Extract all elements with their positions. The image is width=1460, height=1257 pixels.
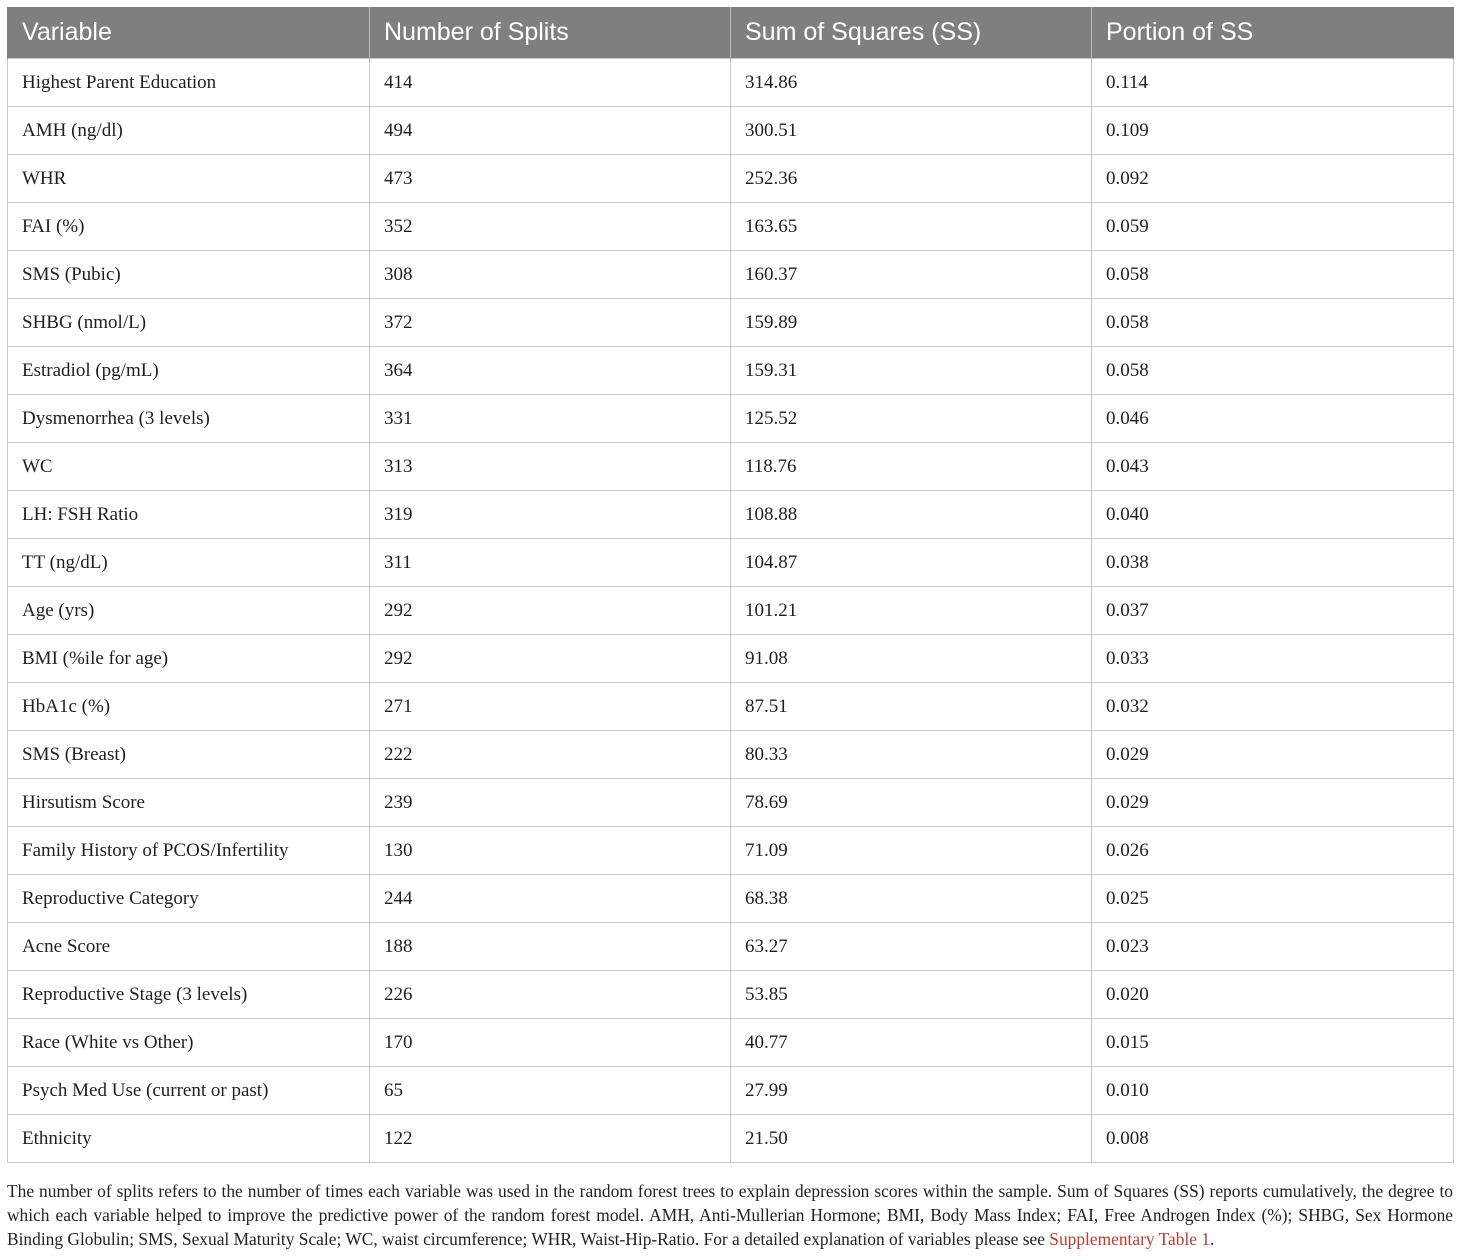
table-row	[8, 587, 1454, 635]
table-row	[8, 1067, 1454, 1115]
table-row	[8, 1115, 1454, 1163]
sum-of-squares-cell: 108.88	[731, 491, 1092, 539]
splits-cell: 313	[370, 443, 731, 491]
header-portion-of-ss: Portion of SS	[1092, 7, 1454, 59]
table-row	[8, 683, 1454, 731]
sum-of-squares-cell: 91.08	[731, 635, 1092, 683]
portion-cell: 0.010	[1092, 1067, 1454, 1115]
sum-of-squares-cell: 53.85	[731, 971, 1092, 1019]
header-row	[8, 7, 1454, 59]
variable-cell: Age (yrs)	[8, 587, 370, 635]
splits-cell: 331	[370, 395, 731, 443]
portion-cell: 0.058	[1092, 251, 1454, 299]
variable-cell: WC	[8, 443, 370, 491]
sum-of-squares-cell: 27.99	[731, 1067, 1092, 1115]
sum-of-squares-cell: 118.76	[731, 443, 1092, 491]
header-sum-of-squares: Sum of Squares (SS)	[731, 7, 1092, 59]
sum-of-squares-cell: 252.36	[731, 155, 1092, 203]
variable-cell: Reproductive Category	[8, 875, 370, 923]
variable-cell: Dysmenorrhea (3 levels)	[8, 395, 370, 443]
table-row	[8, 395, 1454, 443]
sum-of-squares-cell: 104.87	[731, 539, 1092, 587]
splits-cell: 244	[370, 875, 731, 923]
table-row	[8, 155, 1454, 203]
portion-cell: 0.020	[1092, 971, 1454, 1019]
sum-of-squares-cell: 68.38	[731, 875, 1092, 923]
portion-cell: 0.046	[1092, 395, 1454, 443]
table-row	[8, 827, 1454, 875]
splits-cell: 292	[370, 587, 731, 635]
splits-cell: 292	[370, 635, 731, 683]
sum-of-squares-cell: 78.69	[731, 779, 1092, 827]
table-row	[8, 203, 1454, 251]
variable-cell: WHR	[8, 155, 370, 203]
sum-of-squares-cell: 159.89	[731, 299, 1092, 347]
table-header	[8, 7, 1454, 59]
table-row	[8, 347, 1454, 395]
footnote-text: The number of splits refers to the number of times each variable was used in the random forest trees to explain depression scores within the sample. Sum of Squares (SS) reports cumulatively, the degree to which each variable helped to improve the predictive power of the random forest model. AMH, Anti-Mullerian Hormone; BMI, Body Mass Index; FAI, Free Androgen Index (%); SHBG, Sex Hormone Binding Globulin; SMS, Sexual Maturity Scale; WC, waist circumference; WHR, Waist-Hip-Ratio. For a detailed explanation of variables please see	[7, 1181, 1453, 1249]
portion-cell: 0.023	[1092, 923, 1454, 971]
portion-cell: 0.029	[1092, 779, 1454, 827]
portion-cell: 0.037	[1092, 587, 1454, 635]
table-body	[8, 59, 1454, 1163]
sum-of-squares-cell: 63.27	[731, 923, 1092, 971]
table-row	[8, 491, 1454, 539]
portion-cell: 0.114	[1092, 59, 1454, 107]
variable-cell: SMS (Pubic)	[8, 251, 370, 299]
portion-cell: 0.109	[1092, 107, 1454, 155]
variable-cell: BMI (%ile for age)	[8, 635, 370, 683]
table-row	[8, 107, 1454, 155]
splits-cell: 494	[370, 107, 731, 155]
portion-cell: 0.043	[1092, 443, 1454, 491]
portion-cell: 0.025	[1092, 875, 1454, 923]
table-row	[8, 971, 1454, 1019]
portion-cell: 0.059	[1092, 203, 1454, 251]
table-row	[8, 635, 1454, 683]
splits-cell: 226	[370, 971, 731, 1019]
table-row	[8, 251, 1454, 299]
portion-cell: 0.032	[1092, 683, 1454, 731]
splits-cell: 188	[370, 923, 731, 971]
portion-cell: 0.026	[1092, 827, 1454, 875]
variable-cell: Psych Med Use (current or past)	[8, 1067, 370, 1115]
footnote-end: .	[1210, 1229, 1215, 1249]
variable-cell: Acne Score	[8, 923, 370, 971]
splits-cell: 239	[370, 779, 731, 827]
variable-cell: LH: FSH Ratio	[8, 491, 370, 539]
variable-cell: Reproductive Stage (3 levels)	[8, 971, 370, 1019]
variable-cell: FAI (%)	[8, 203, 370, 251]
table-row	[8, 923, 1454, 971]
sum-of-squares-cell: 40.77	[731, 1019, 1092, 1067]
table-row	[8, 731, 1454, 779]
sum-of-squares-cell: 300.51	[731, 107, 1092, 155]
sum-of-squares-cell: 125.52	[731, 395, 1092, 443]
results-table-container	[7, 7, 1453, 1163]
table-row	[8, 1019, 1454, 1067]
variable-cell: TT (ng/dL)	[8, 539, 370, 587]
sum-of-squares-cell: 80.33	[731, 731, 1092, 779]
splits-cell: 170	[370, 1019, 731, 1067]
table-footnote	[7, 1179, 1453, 1251]
sum-of-squares-cell: 87.51	[731, 683, 1092, 731]
portion-cell: 0.092	[1092, 155, 1454, 203]
splits-cell: 122	[370, 1115, 731, 1163]
splits-cell: 414	[370, 59, 731, 107]
table-row	[8, 299, 1454, 347]
splits-cell: 319	[370, 491, 731, 539]
variable-cell: Highest Parent Education	[8, 59, 370, 107]
splits-cell: 352	[370, 203, 731, 251]
portion-cell: 0.058	[1092, 347, 1454, 395]
splits-cell: 65	[370, 1067, 731, 1115]
variable-cell: Estradiol (pg/mL)	[8, 347, 370, 395]
splits-cell: 130	[370, 827, 731, 875]
variable-cell: SHBG (nmol/L)	[8, 299, 370, 347]
sum-of-squares-cell: 101.21	[731, 587, 1092, 635]
splits-cell: 308	[370, 251, 731, 299]
header-variable: Variable	[8, 7, 370, 59]
table-row	[8, 779, 1454, 827]
sum-of-squares-cell: 21.50	[731, 1115, 1092, 1163]
splits-cell: 311	[370, 539, 731, 587]
splits-cell: 473	[370, 155, 731, 203]
variable-cell: Hirsutism Score	[8, 779, 370, 827]
table-row	[8, 875, 1454, 923]
portion-cell: 0.008	[1092, 1115, 1454, 1163]
portion-cell: 0.029	[1092, 731, 1454, 779]
table-row	[8, 539, 1454, 587]
splits-cell: 222	[370, 731, 731, 779]
portion-cell: 0.040	[1092, 491, 1454, 539]
splits-cell: 271	[370, 683, 731, 731]
sum-of-squares-cell: 160.37	[731, 251, 1092, 299]
splits-cell: 364	[370, 347, 731, 395]
variable-cell: AMH (ng/dl)	[8, 107, 370, 155]
sum-of-squares-cell: 71.09	[731, 827, 1092, 875]
variable-cell: HbA1c (%)	[8, 683, 370, 731]
sum-of-squares-cell: 159.31	[731, 347, 1092, 395]
portion-cell: 0.058	[1092, 299, 1454, 347]
variable-cell: SMS (Breast)	[8, 731, 370, 779]
variable-cell: Family History of PCOS/Infertility	[8, 827, 370, 875]
splits-cell: 372	[370, 299, 731, 347]
supplementary-table-link[interactable]: Supplementary Table 1	[1049, 1229, 1211, 1249]
header-number-of-splits: Number of Splits	[370, 7, 731, 59]
portion-cell: 0.033	[1092, 635, 1454, 683]
variable-cell: Ethnicity	[8, 1115, 370, 1163]
table-row	[8, 59, 1454, 107]
portion-cell: 0.015	[1092, 1019, 1454, 1067]
sum-of-squares-cell: 314.86	[731, 59, 1092, 107]
table-row	[8, 443, 1454, 491]
sum-of-squares-cell: 163.65	[731, 203, 1092, 251]
variable-cell: Race (White vs Other)	[8, 1019, 370, 1067]
results-table	[7, 7, 1454, 1163]
portion-cell: 0.038	[1092, 539, 1454, 587]
